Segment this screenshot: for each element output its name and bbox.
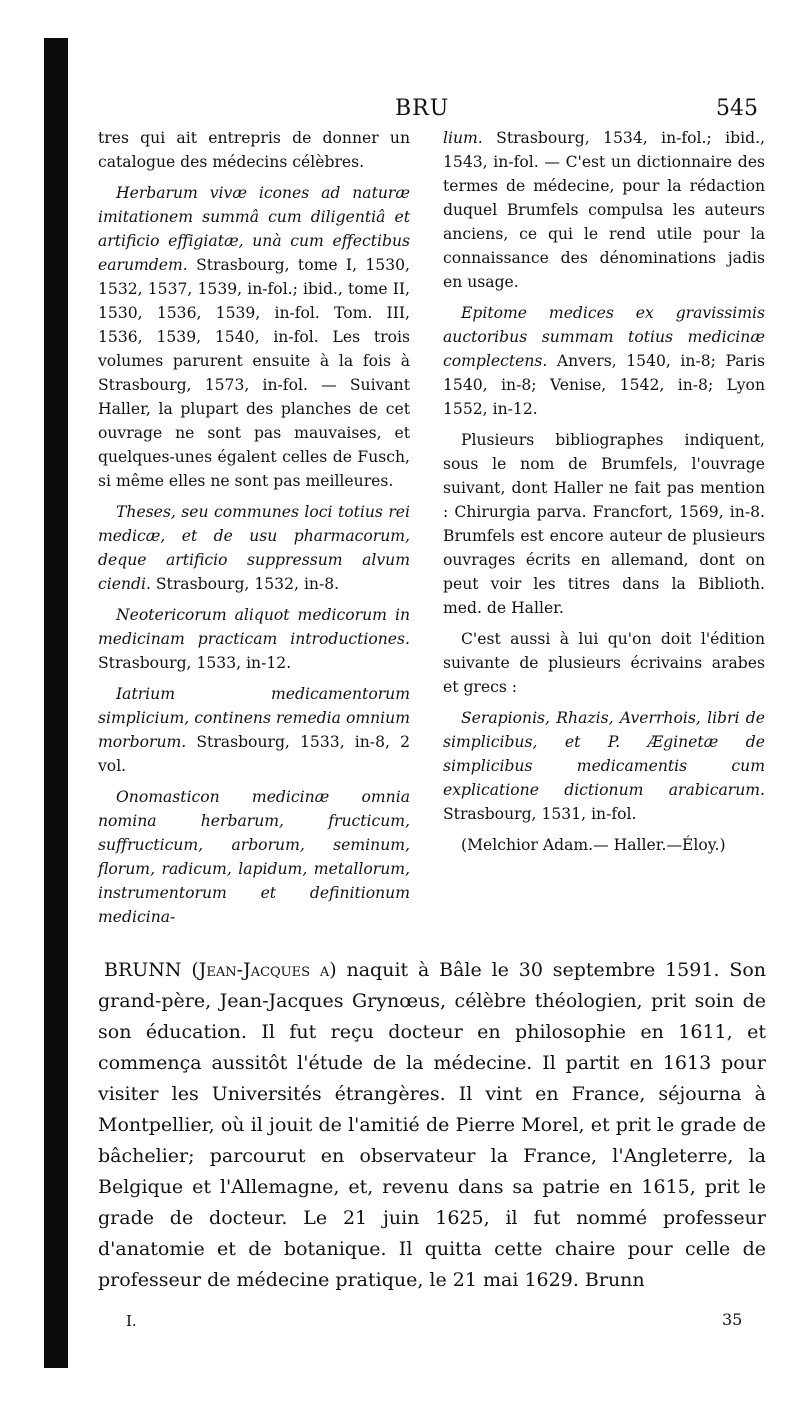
work-title: Theses, seu communes loci totius rei medicæ, et de usu pharmacorum, deque artificio suppressum alvum ciendi. xyxy=(98,503,410,593)
work-details: Strasbourg, 1531, in-fol. xyxy=(443,805,637,823)
paragraph xyxy=(98,126,410,174)
work-details: Strasbourg, 1532, in-8. xyxy=(150,575,340,593)
main-entry xyxy=(98,955,766,1296)
paragraph-text: C'est aussi à lui qu'on doit l'édition suivante de plusieurs écrivains arabes et grecs : xyxy=(443,630,765,696)
paragraph xyxy=(443,627,765,699)
work-details: Strasbourg, 1533, in-8, 2 vol. xyxy=(98,733,410,775)
bibliography-entry xyxy=(98,682,410,778)
page-number: 545 xyxy=(716,96,758,121)
source-references xyxy=(443,833,765,857)
paragraph-text: (Melchior Adam.— Haller.—Éloy.) xyxy=(461,836,726,854)
paragraph-text: tres qui ait entrepris de donner un catalogue des médecins célèbres. xyxy=(98,129,410,171)
bibliography-entry xyxy=(443,126,765,294)
work-details: Strasbourg, tome I, 1530, 1532, 1537, 1539, in-fol.; ibid., tome II, 1530, 1536, 1539, in-fol. Tom. III, 1536, 1539, 1540, in-fol. Les trois volumes parurent ensuite à la fois à Strasbourg, 1573, in-fol. — Suivant Haller, la plupart des planches de cet ouvrage ne sont pas mauvaises, et quelques-unes égalent celles de Fusch, si même elles ne sont pas meilleures. xyxy=(98,256,410,490)
entry-given-names: Jean-Jacques a xyxy=(198,959,330,981)
work-details: Strasbourg, 1534, in-fol.; ibid., 1543, in-fol. — C'est un dictionnaire des termes de médecine, pour la rédaction duquel Brumfels compulsa les auteurs anciens, ce qui le rend utile pour la connaissance des dénominations jadis en usage. xyxy=(443,129,765,291)
work-title: Neotericorum aliquot medicorum in medicinam practicam introductiones. xyxy=(98,606,410,648)
entry-paragraph xyxy=(98,955,766,1296)
work-title: Onomasticon medicinæ omnia nomina herbarum, fructicum, suffructicum, arborum, seminum, florum, radicum, lapidum, metallorum, instrumentorum et definitionum medicina- xyxy=(98,788,410,926)
work-title: Herbarum vivæ icones ad naturæ imitationem summâ cum diligentiâ et artificio effigiatæ, unà cum effectibus earumdem. xyxy=(98,184,410,274)
work-title: Serapionis, Rhazis, Averrhois, libri de simplicibus, et P. Æginetæ de simplicibus medicamentis cum explicatione dictionum arabicarum. xyxy=(443,709,765,799)
running-head: BRU xyxy=(395,96,450,121)
scan-edge-shadow xyxy=(44,38,68,1368)
work-details: Strasbourg, 1533, in-12. xyxy=(98,654,292,672)
right-column xyxy=(443,126,765,864)
bibliography-entry xyxy=(443,301,765,421)
signature-mark: I. xyxy=(126,1312,137,1330)
work-title: Iatrium medicamentorum simplicium, continens remedia omnium morborum. xyxy=(98,685,410,751)
left-column xyxy=(98,126,410,936)
entry-headword: BRUNN xyxy=(104,959,182,981)
entry-paren: ( xyxy=(181,959,199,981)
bibliography-entry xyxy=(98,785,410,929)
bibliography-entry xyxy=(443,706,765,826)
paragraph xyxy=(443,428,765,620)
work-details: Anvers, 1540, in-8; Paris 1540, in-8; Venise, 1542, in-8; Lyon 1552, in-12. xyxy=(443,352,765,418)
bibliography-entry xyxy=(98,500,410,596)
paragraph-text: Plusieurs bibliographes indiquent, sous le nom de Brumfels, l'ouvrage suivant, dont Haller ne fait pas mention : Chirurgia parva. Francfort, 1569, in-8. Brumfels est encore auteur de plusieurs ouvrages écrits en allemand, dont on peut voir les titres dans la Biblioth. med. de Haller. xyxy=(443,431,765,617)
bibliography-entry xyxy=(98,603,410,675)
work-title: lium. xyxy=(443,129,483,147)
sheet-number: 35 xyxy=(722,1310,743,1329)
entry-text: ) naquit à Bâle le 30 septembre 1591. Son grand-père, Jean-Jacques Grynœus, célèbre théologien, prit soin de son éducation. Il fut reçu docteur en philosophie en 1611, et commença aussitôt l'étude de la médecine. Il partit en 1613 pour visiter les Universités étrangères. Il vint en France, séjourna à Montpellier, où il jouit de l'amitié de Pierre Morel, et prit le grade de bâchelier; parcourut en observateur la France, l'Angleterre, la Belgique et l'Allemagne, et, revenu dans sa patrie en 1615, prit le grade de docteur. Le 21 juin 1625, il fut nommé professeur d'anatomie et de botanique. Il quitta cette chaire pour celle de professeur de médecine pratique, le 21 mai 1629. Brunn xyxy=(98,959,767,1291)
bibliography-entry xyxy=(98,181,410,493)
work-title: Epitome medices ex gravissimis auctoribus summam totius medicinæ complectens. xyxy=(443,304,765,370)
